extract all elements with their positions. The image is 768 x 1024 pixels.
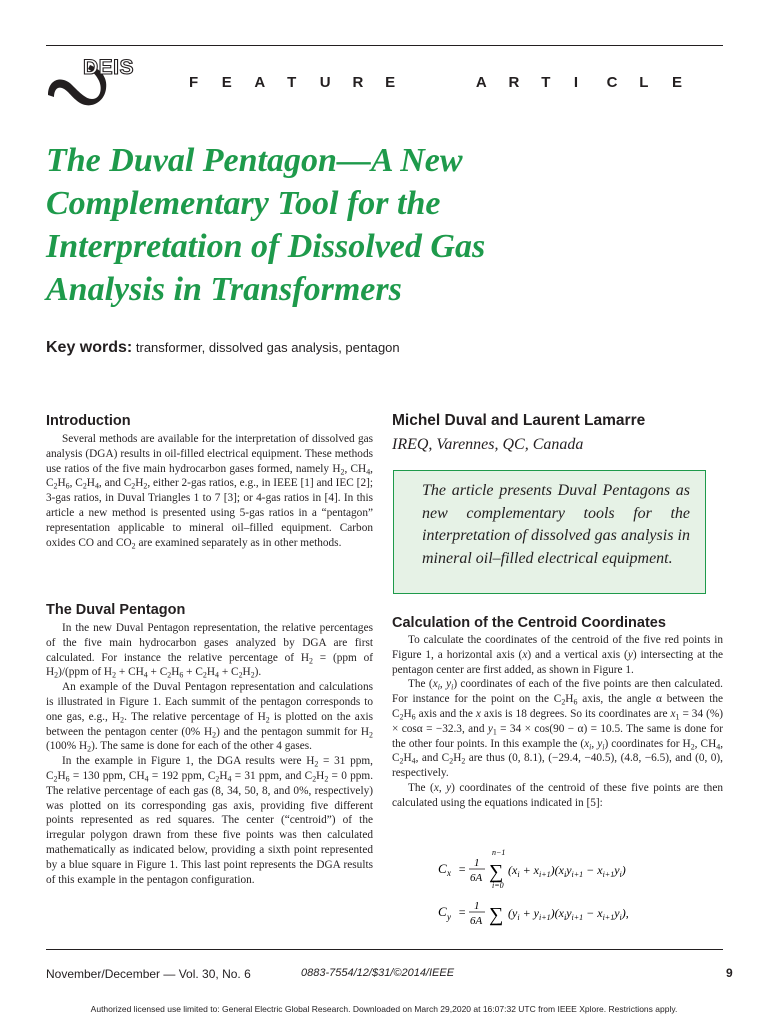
keywords-label: Key words: <box>46 339 133 356</box>
svg-text:(yi + yi+1)(xiyi+1 − xi+1yi),: $(y_i + y_{i+1})(x_iy_{i+1} - x_{i+1}y_i)$, <box>508 906 629 922</box>
section-label-letter: T <box>287 74 297 91</box>
section-label-letter: R <box>352 74 364 91</box>
bottom-rule <box>46 949 723 950</box>
eq-sum-upper: n−1 <box>492 848 506 857</box>
title-line: Interpretation of Dissolved Gas <box>46 228 486 265</box>
section-label-letter: I <box>573 74 579 91</box>
svg-text:(xi + xi+1)(xiyi+1 − xi+1yi): $(x_i + x_{i+1})(x_iy_{i+1} - x_{i+1}y_i)$ <box>508 863 626 879</box>
eq-cy-sub: y <box>447 912 451 922</box>
affiliation: IREQ, Varennes, QC, Canada <box>392 436 584 453</box>
svg-text:=: = <box>458 862 467 876</box>
section-label <box>189 74 705 91</box>
eq-frac-num: 1 <box>474 857 480 869</box>
authors: Michel Duval and Laurent Lamarre <box>392 412 646 429</box>
svg-text:∑: ∑ <box>489 861 504 883</box>
page-number: 9 <box>726 966 733 980</box>
eq-cx-sub: x <box>447 868 451 878</box>
section-label-letter: U <box>319 74 331 91</box>
pentagon-body: In the new Duval Pentagon representation, the relative percentages of the five main hydrocarbon gases analyzed by DGA are first calculated. For instance the relative percentage of $H_2 = (ppm$ of $H_2)/(ppm$ of $H_2 + CH_4 + C_2H_6 + C_2H_4 + C_2H_2$). An example of the Duval Pentagon representation and calculations is illustrated in Figure 1. Each summit of the pentagon corresponds to one gas, e.g., $H_2$. The relative percentage of $H_2$ is plotted on the axis between the pentagon center (0% $H_2$) and the pentagon summit for $H_2$ (100% $H_2$). The same is done for each of the other 4 gases. In the example in Figure 1, the DGA results were $H_2 = 31$ ppm, $C_2H_6 = 130$ ppm, $CH_4 = 192$ ppm, $C_2H_4 = 31$ ppm, and $C_2H_2 = 0$ ppm. The relative percentage of each gas (8, 34, 50, 8, and 0%, respectively) was plotted on its corresponding gas axis, providing five different points represented as red squares. The center (“centroid”) of the irregular polygon drawn from these five points was then calculated mathematically as indicated below, providing a sixth point represented by a blue square in Figure 1. This last point represents the DGA results of this example in the pentagon configuration. <box>46 622 374 886</box>
equation-cx <box>436 846 666 896</box>
eq-frac-den: 6A <box>470 872 483 884</box>
svg-text:6A: 6A <box>470 915 483 927</box>
centroid-heading: Calculation of the Centroid Coordinates <box>392 615 666 631</box>
svg-text:1: 1 <box>474 900 480 912</box>
eq-sum-lower: i=0 <box>492 881 504 890</box>
license-notice: Authorized licensed use limited to: General Electric Global Research. Downloaded on March 29,2020 at 16:07:32 UTC from IEEE Xplore. Restrictions apply. <box>90 1004 678 1014</box>
section-label-letter: R <box>508 74 520 91</box>
top-rule <box>46 45 723 46</box>
section-label-letter: E <box>221 74 232 91</box>
title-line: Analysis in Transformers <box>46 271 402 308</box>
section-label-letter: E <box>385 74 396 91</box>
footer-issue: November/December — Vol. 30, No. 6 <box>46 967 251 981</box>
svg-text:∑: ∑ <box>489 904 504 926</box>
section-label-feature <box>189 74 418 91</box>
section-label-article <box>476 74 705 91</box>
section-label-letter: A <box>254 74 266 91</box>
keywords-text: transformer, dissolved gas analysis, pentagon <box>135 340 400 355</box>
section-label-letter: F <box>189 74 199 91</box>
article-title <box>46 139 726 311</box>
eq-cx-lhs: C <box>438 861 447 876</box>
introduction-body: Several methods are available for the interpretation of dissolved gas analysis (DGA) results in oil-filled electrical equipment. These methods use ratios of the five main hydrocarbon gases formed, namely $H_2$, $CH_4$, $C_2H_6$, $C_2H_4$, and $C_2H_2$, either 2-gas ratios, e.g., in IEEE [1] and IEC [2]; 3-gas ratios, in Duval Triangles 1 to 7 [3]; or 4-gas ratios in [4]. In this article a new method is presented using 5-gas ratios in a “pentagon” representation applicable to mineral oil–filled equipment. Carbon oxides CO and $CO_2$ are examined separately as in other methods. <box>46 433 373 550</box>
footer-issn: 0883-7554/12/$31/©2014/IEEE <box>301 967 455 979</box>
centroid-body: To calculate the coordinates of the centroid of the five red points in Figure 1, a horizontal axis (x) and a vertical axis (y) intersecting at the pentagon center are first added, as shown in Figure 1. The ($x_i$, $y_i$) coordinates of each of the five points are then calculated. For instance for the point on the $C_2H_6$ axis, the angle α between the $C_2H_6$ axis and the x axis is 18 degrees. So its coordinates are $x_1 = 34$ (%) × cosα = −32.3, and $y_1 = 34 \times \cos(90 - \alpha) = 10.5$. The same is done for the other four points. In this example the ($x_i$, $y_i$) coordinates for $H_2$, $CH_4$, $C_2H_4$, and $C_2H_2$ are thus (0, 8.1), (−29.4, −40.5), (4.8, −6.5), and (0, 0), respectively. The (x, y) coordinates of the centroid of these five points are then calculated using the equations indicated in [5]: <box>392 634 724 809</box>
keywords <box>46 339 400 357</box>
section-label-letter: T <box>541 74 551 91</box>
abstract-box: The article presents Duval Pentagons as new complementary tools for the interpretation of dissolved gas analysis in mineral oil–filled electrical equipment. <box>393 470 706 594</box>
section-label-letter: A <box>475 74 487 91</box>
section-label-letter: L <box>639 74 649 91</box>
pentagon-heading: The Duval Pentagon <box>46 602 186 618</box>
section-label-letter: C <box>606 74 618 91</box>
section-label-letter: E <box>671 74 682 91</box>
equation-cy <box>436 893 676 937</box>
introduction-heading: Introduction <box>46 413 131 429</box>
deis-logo <box>46 55 146 111</box>
eq-cy-lhs: C <box>438 904 447 919</box>
logo-text: DEIS <box>83 56 135 79</box>
title-line: Complementary Tool for the <box>46 185 441 222</box>
svg-text:=: = <box>458 905 467 919</box>
title-line: The Duval Pentagon—A New <box>46 142 463 179</box>
